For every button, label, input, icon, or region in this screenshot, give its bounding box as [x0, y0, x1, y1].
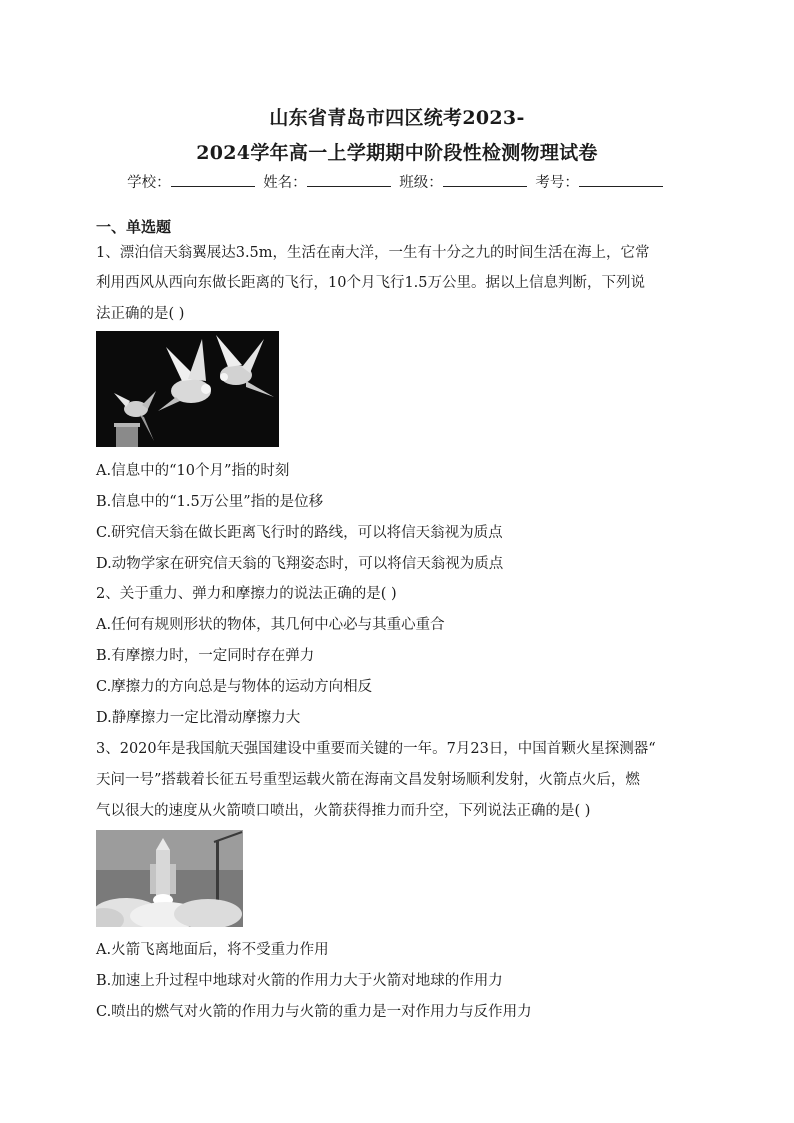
- q3-stem-line3: 气以很大的速度从火箭喷口喷出，火箭获得推力而升空，下列说法正确的是( ): [96, 803, 591, 819]
- q3-option-c: C.喷出的燃气对火箭的作用力与火箭的重力是一对作用力与反作用力: [96, 1004, 532, 1020]
- q2-option-a: A.任何有规则形状的物体，其几何中心必与其重心重合: [96, 617, 445, 633]
- class-blank: [443, 172, 527, 187]
- q3-option-a: A.火箭飞离地面后，将不受重力作用: [96, 942, 329, 958]
- school-label: 学校：: [127, 175, 171, 191]
- q2-stem: 2、关于重力、弹力和摩擦力的说法正确的是( ): [96, 586, 397, 602]
- q1-option-a: A.信息中的“10个月”指的时刻: [96, 463, 290, 479]
- q2-option-b: B.有摩擦力时，一定同时存在弹力: [96, 648, 315, 664]
- rocket-launch-photo-icon: [96, 830, 243, 927]
- q1-option-c: C.研究信天翁在做长距离飞行时的路线，可以将信天翁视为质点: [96, 525, 503, 541]
- school-blank: [171, 172, 255, 187]
- exam-title-line1: 山东省青岛市四区统考2023-: [269, 107, 525, 129]
- q1-stem-line3: 法正确的是( ): [96, 306, 185, 322]
- albatross-photo: [96, 331, 279, 447]
- q1-stem-line2: 利用西风从西向东做长距离的飞行，10个月飞行1.5万公里。据以上信息判断，下列说: [96, 275, 646, 291]
- q1-option-d: D.动物学家在研究信天翁的飞翔姿态时，可以将信天翁视为质点: [96, 556, 504, 572]
- exam-title-line2: 2024学年高一上学期期中阶段性检测物理试卷: [196, 142, 598, 164]
- q1-option-b: B.信息中的“1.5万公里”指的是位移: [96, 494, 324, 510]
- section-heading: 一、单选题: [96, 218, 172, 236]
- q1-stem-line1: 1、漂泊信天翁翼展达3.5m，生活在南大洋，一生有十分之九的时间生活在海上，它常: [96, 245, 650, 261]
- rocket-launch-photo: [96, 830, 243, 927]
- exam-number-label: 考号：: [535, 175, 579, 191]
- exam-number-blank: [579, 172, 663, 187]
- albatross-photo-icon: [96, 331, 279, 447]
- q2-option-c: C.摩擦力的方向总是与物体的运动方向相反: [96, 679, 373, 695]
- class-label: 班级：: [399, 175, 443, 191]
- student-info-row: [0, 171, 794, 192]
- q3-option-b: B.加速上升过程中地球对火箭的作用力大于火箭对地球的作用力: [96, 973, 503, 989]
- name-blank: [307, 172, 391, 187]
- q3-stem-line2: 天问一号”搭载着长征五号重型运载火箭在海南文昌发射场顺利发射，火箭点火后，燃: [96, 772, 640, 788]
- q2-option-d: D.静摩擦力一定比滑动摩擦力大: [96, 710, 301, 726]
- q3-stem-line1: 3、2020年是我国航天强国建设中重要而关键的一年。7月23日，中国首颗火星探测器“: [96, 741, 656, 757]
- name-label: 姓名：: [263, 175, 307, 191]
